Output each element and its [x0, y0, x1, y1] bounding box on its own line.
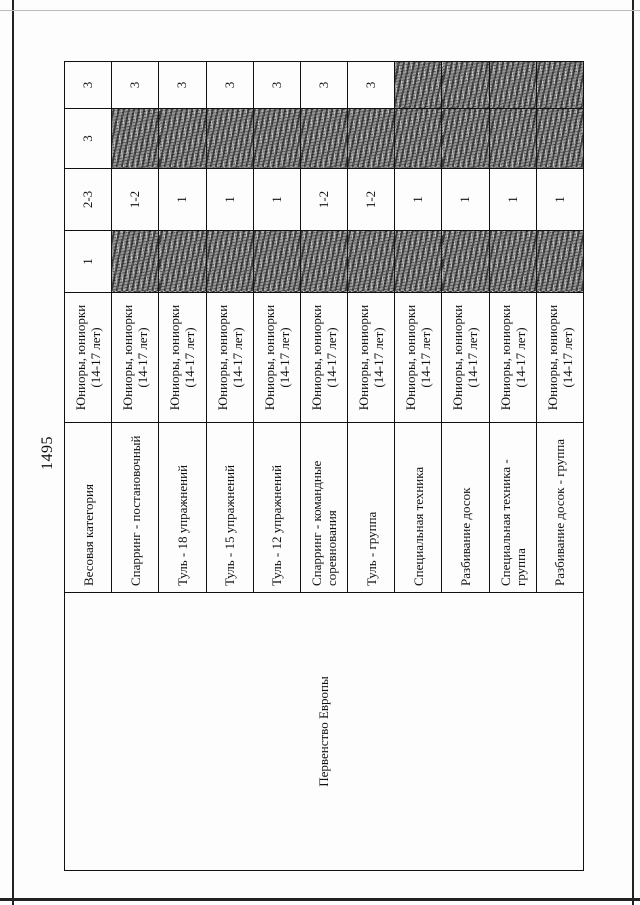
discipline-cell: Туль - группа	[348, 423, 395, 593]
shaded-cell	[206, 109, 253, 169]
discipline-cell: Разбивание досок - группа	[536, 423, 583, 593]
shaded-cell	[489, 62, 536, 109]
age-group-cell: Юниоры, юниорки (14-17 лет)	[536, 293, 583, 423]
discipline-cell: Весовая категория	[65, 423, 112, 593]
value-cell: 1	[159, 169, 206, 231]
value-cell: 3	[112, 62, 159, 109]
shaded-cell	[253, 231, 300, 293]
value-cell: 1	[489, 169, 536, 231]
value-cell: 1	[536, 169, 583, 231]
age-group-cell: Юниоры, юниорки (14-17 лет)	[253, 293, 300, 423]
age-group-cell: Юниоры, юниорки (14-17 лет)	[348, 293, 395, 423]
age-group-cell: Юниоры, юниорки (14-17 лет)	[442, 293, 489, 423]
value-cell: 3	[206, 62, 253, 109]
discipline-cell: Спарринг - постановочный	[112, 423, 159, 593]
discipline-cell: Туль - 18 упражнений	[159, 423, 206, 593]
age-group-cell: Юниоры, юниорки (14-17 лет)	[489, 293, 536, 423]
page-number: 1495	[39, 436, 56, 470]
value-cell: 3	[159, 62, 206, 109]
value-cell: 1	[253, 169, 300, 231]
shaded-cell	[442, 231, 489, 293]
scan-edge-bottom	[0, 898, 640, 901]
age-group-cell: Юниоры, юниорки (14-17 лет)	[65, 293, 112, 423]
discipline-cell: Туль - 15 упражнений	[206, 423, 253, 593]
age-group-cell: Юниоры, юниорки (14-17 лет)	[112, 293, 159, 423]
value-cell: 3	[348, 62, 395, 109]
value-cell: 3	[253, 62, 300, 109]
shaded-cell	[348, 231, 395, 293]
discipline-cell: Специальная техника - группа	[489, 423, 536, 593]
shaded-cell	[348, 109, 395, 169]
shaded-cell	[536, 109, 583, 169]
results-table	[64, 61, 584, 871]
value-cell: 1	[442, 169, 489, 231]
shaded-cell	[300, 231, 347, 293]
value-cell: 1	[65, 231, 112, 293]
shaded-cell	[206, 231, 253, 293]
value-cell: 3	[65, 109, 112, 169]
shaded-cell	[112, 231, 159, 293]
shaded-cell	[536, 231, 583, 293]
shaded-cell	[300, 109, 347, 169]
age-group-cell: Юниоры, юниорки (14-17 лет)	[206, 293, 253, 423]
event-name: Первенство Европы	[65, 593, 584, 871]
value-cell: 1	[206, 169, 253, 231]
shaded-cell	[442, 62, 489, 109]
shaded-cell	[489, 109, 536, 169]
shaded-cell	[159, 109, 206, 169]
shaded-cell	[536, 62, 583, 109]
shaded-cell	[112, 109, 159, 169]
shaded-cell	[442, 109, 489, 169]
age-group-cell: Юниоры, юниорки (14-17 лет)	[300, 293, 347, 423]
value-cell: 3	[65, 62, 112, 109]
shaded-cell	[395, 62, 442, 109]
shaded-cell	[489, 231, 536, 293]
age-group-cell: Юниоры, юниорки (14-17 лет)	[395, 293, 442, 423]
shaded-cell	[395, 109, 442, 169]
value-cell: 1-2	[348, 169, 395, 231]
rotated-table-wrapper	[64, 62, 584, 871]
value-cell: 3	[300, 62, 347, 109]
shaded-cell	[159, 231, 206, 293]
discipline-cell: Специальная техника	[395, 423, 442, 593]
scan-edge-right	[632, 0, 634, 905]
table-row	[65, 62, 112, 871]
discipline-cell: Спарринг - командные соревнования	[300, 423, 347, 593]
scan-edge-left	[12, 0, 14, 905]
shaded-cell	[395, 231, 442, 293]
value-cell: 1-2	[300, 169, 347, 231]
discipline-cell: Туль - 12 упражнений	[253, 423, 300, 593]
age-group-cell: Юниоры, юниорки (14-17 лет)	[159, 293, 206, 423]
scan-edge-top	[0, 10, 640, 11]
shaded-cell	[253, 109, 300, 169]
value-cell: 2-3	[65, 169, 112, 231]
value-cell: 1	[395, 169, 442, 231]
discipline-cell: Разбивание досок	[442, 423, 489, 593]
value-cell: 1-2	[112, 169, 159, 231]
